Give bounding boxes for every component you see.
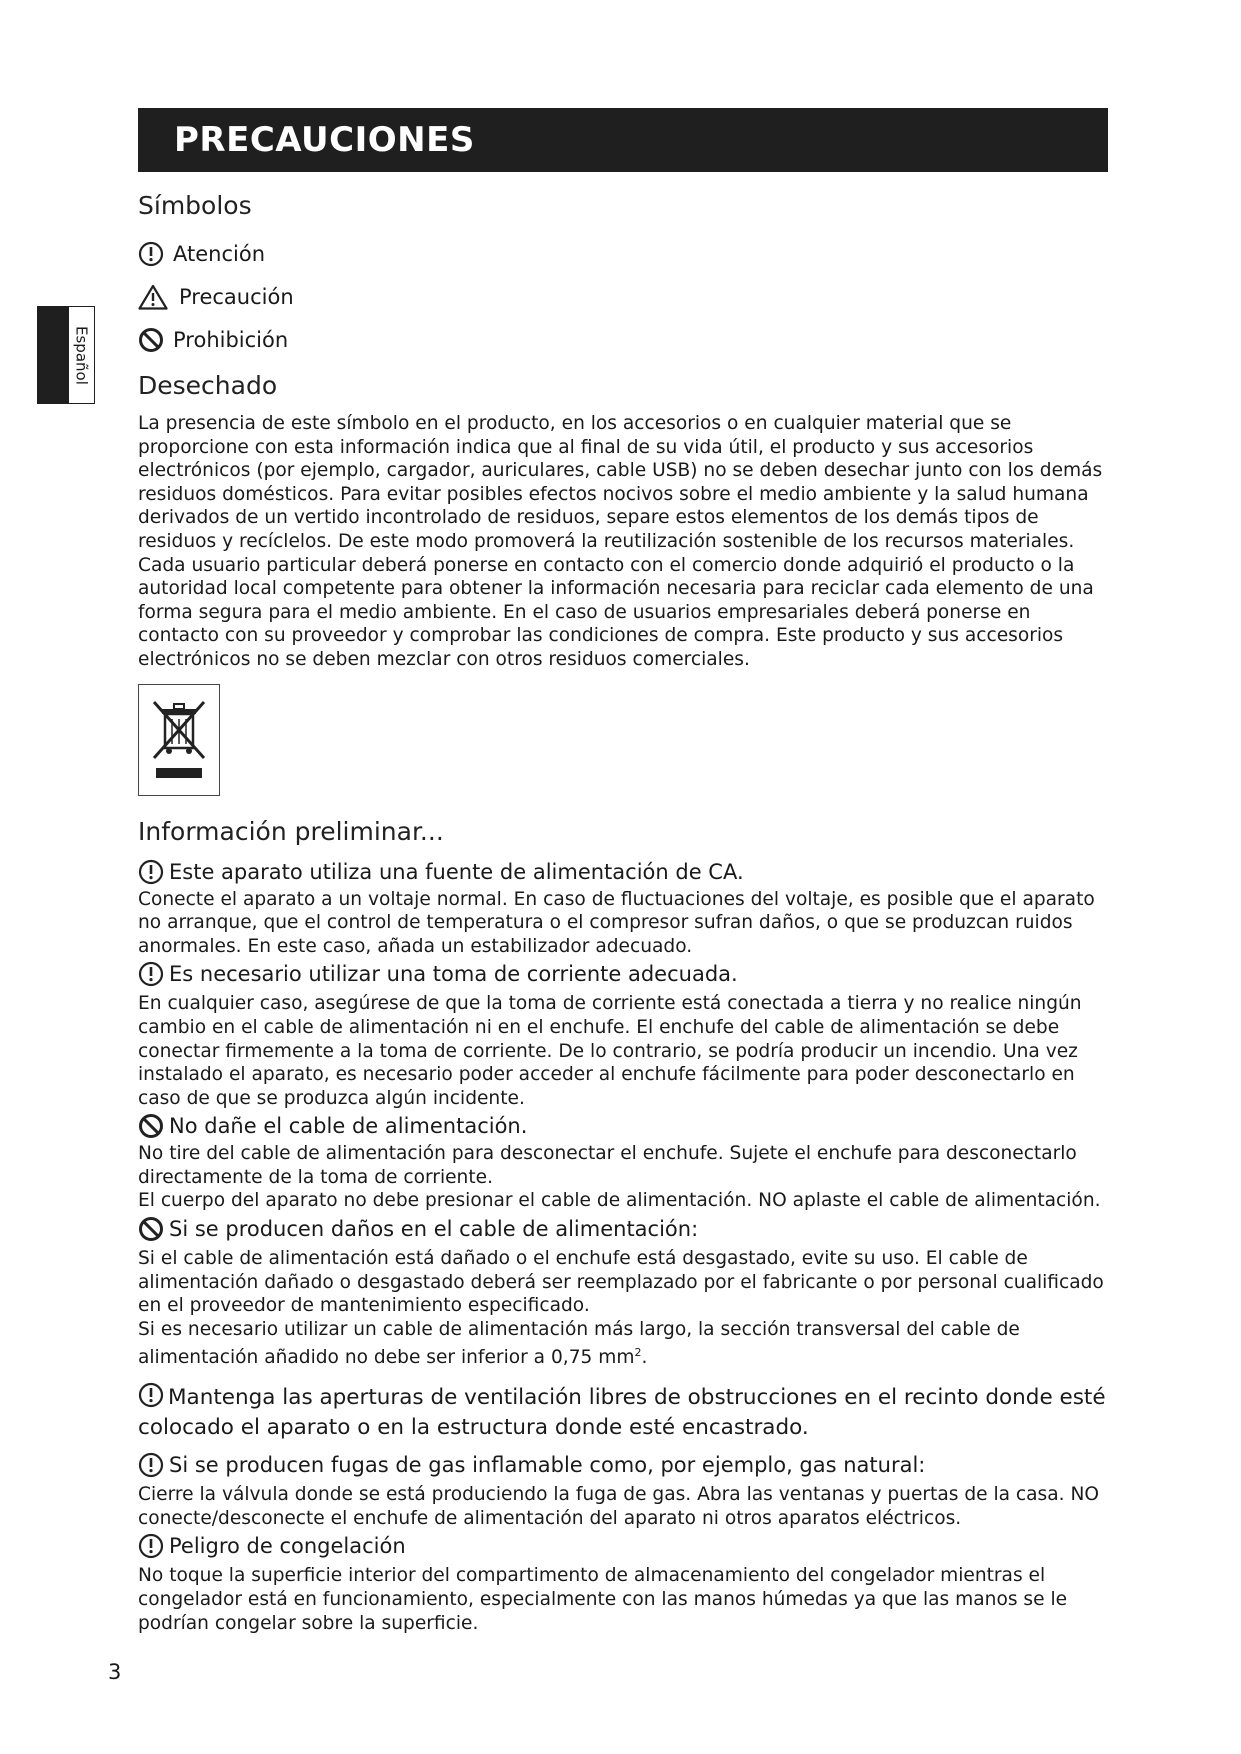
prelim-item xyxy=(138,858,1113,959)
attention-icon xyxy=(138,1533,164,1559)
symbol-row-caution xyxy=(138,275,1113,318)
symbol-label: Precaución xyxy=(179,284,294,309)
prelim-item-body: No toque la superficie interior del compartimento de almacenamiento del congelador mientras el congelador está en funcionamiento, especialmente con las manos húmedas ya que las manos se le podrían congelar sobre la superficie. xyxy=(138,1565,1068,1634)
language-label: Español xyxy=(72,325,91,385)
disposal-text: La presencia de este símbolo en el producto, en los accesorios o en cualquier material que se proporcione con esta información indica que al final de su vida útil, el producto y sus accesorios electrónicos (por ejemplo, cargador, auriculares, cable USB) no se deben desechar junto con los demás residuos domésticos. Para evitar posibles efectos nocivos sobre el medio ambiente y la salud humana derivados de un vertido incontrolado de residuos, separe estos elementos de los demás tipos de residuos y recíclelos. De este modo promoverá la reutilización sostenible de los recursos materiales. xyxy=(138,413,1103,552)
prelim-item xyxy=(138,1112,1113,1213)
prelim-item-title: Es necesario utilizar una toma de corriente adecuada. xyxy=(169,962,738,987)
prelim-item-title-row xyxy=(138,858,1113,886)
prelim-item-body: En cualquier caso, asegúrese de que la toma de corriente está conectada a tierra y no realice ningún cambio en el cable de alimentación ni en el enchufe. El enchufe del cable de alimentación se debe conectar firmemente a la toma de corriente. De lo contrario, se podría producir un incendio. Una vez instalado el aparato, es necesario poder acceder al enchufe fácilmente para poder desconectarlo en caso de que se produzca algún incidente. xyxy=(138,993,1082,1109)
prelim-item-title-row xyxy=(138,1112,1113,1140)
symbol-row-prohibition xyxy=(138,318,1113,361)
attention-icon xyxy=(138,961,164,987)
prelim-item xyxy=(138,1215,1113,1370)
prelim-item-title-row xyxy=(138,1451,1113,1479)
symbol-label: Prohibición xyxy=(173,327,289,352)
prelim-item-title: Mantenga las aperturas de ventilación libres de obstrucciones en el recinto donde esté colocado el aparato o en la estructura donde esté encastrado. xyxy=(138,1385,1106,1441)
prelim-item-body-2 xyxy=(138,1318,1113,1370)
symbol-row-attention xyxy=(138,232,1113,275)
language-tab-label-box xyxy=(69,306,95,404)
prelim-item-title: Si se producen fugas de gas inflamable como, por ejemplo, gas natural: xyxy=(169,1453,926,1478)
disposal-text-2: Cada usuario particular deberá ponerse en contacto con el comercio donde adquirió el producto o la autoridad local competente para obtener la información necesaria para reciclar cada elemento de una forma segura para el medio ambiente. En el caso de usuarios empresariales deberá ponerse en contacto con su proveedor y comprobar las condiciones de compra. Este producto y sus accesorios electrónicos no se deben mezclar con otros residuos comerciales. xyxy=(138,554,1094,670)
sentence-end: . xyxy=(641,1347,648,1369)
page-number: 3 xyxy=(108,1660,122,1684)
symbols-heading: Símbolos xyxy=(138,191,252,220)
attention-icon xyxy=(138,1382,164,1408)
disposal-heading: Desechado xyxy=(138,371,278,400)
attention-icon xyxy=(138,859,164,885)
attention-icon xyxy=(138,241,164,267)
warning-triangle-icon xyxy=(138,284,168,310)
prelim-item xyxy=(138,1451,1113,1530)
prohibition-icon xyxy=(138,1113,164,1139)
prelim-item-body-2-text: Si es necesario utilizar un cable de alimentación más largo, la sección transversal del cable de alimentación añadido no debe ser inferior a 0,75 mm xyxy=(138,1318,1020,1369)
prelim-item-title-row xyxy=(138,960,1113,988)
weee-bin-icon xyxy=(138,684,220,796)
prelim-item xyxy=(138,960,1113,1110)
prelim-item-body: No tire del cable de alimentación para desconectar el enchufe. Sujete el enchufe para desconectarlo directamente de la toma de corriente. xyxy=(138,1143,1077,1188)
prelim-item xyxy=(138,1532,1113,1635)
language-tab-block xyxy=(37,306,69,404)
preliminary-heading: Información preliminar... xyxy=(138,816,444,846)
prelim-item-body: Si el cable de alimentación está dañado o el enchufe está desgastado, evite su uso. El cable de alimentación dañado o desgastado deberá ser reemplazado por el fabricante o por personal cualificado en el proveedor de mantenimiento especificado. xyxy=(138,1248,1104,1317)
superscript: 2 xyxy=(634,1346,642,1360)
prelim-item-body-2: El cuerpo del aparato no debe presionar el cable de alimentación. NO aplaste el cable de alimentación. xyxy=(138,1190,1101,1212)
prelim-item-title: Este aparato utiliza una fuente de alimentación de CA. xyxy=(169,859,744,884)
language-tab xyxy=(37,306,95,404)
prohibition-icon xyxy=(138,1216,164,1242)
prelim-item-title: Peligro de congelación xyxy=(169,1534,406,1559)
symbol-label: Atención xyxy=(173,241,265,266)
prelim-item-body: Cierre la válvula donde se está produciendo la fuga de gas. Abra las ventanas y puertas de la casa. NO conecte/desconecte el enchufe de alimentación del aparato ni otros aparatos eléctricos. xyxy=(138,1484,1100,1529)
prelim-item-title-row xyxy=(138,1215,1113,1243)
prohibition-icon xyxy=(138,327,164,353)
prelim-item-title: Si se producen daños en el cable de alimentación: xyxy=(169,1217,699,1242)
prelim-item-title-row xyxy=(138,1532,1113,1560)
main-content xyxy=(138,186,1113,1635)
prelim-item xyxy=(138,1382,1113,1443)
attention-icon xyxy=(138,1452,164,1478)
prelim-item-body: Conecte el aparato a un voltaje normal. En caso de fluctuaciones del voltaje, es posible que el aparato no arranque, que el control de temperatura o el compresor sufran daños, o que se produzcan ruidos anormales. En este caso, añada un estabilizador adecuado. xyxy=(138,888,1095,957)
page-title: PRECAUCIONES xyxy=(138,108,1108,172)
prelim-item-title: No dañe el cable de alimentación. xyxy=(169,1114,528,1139)
